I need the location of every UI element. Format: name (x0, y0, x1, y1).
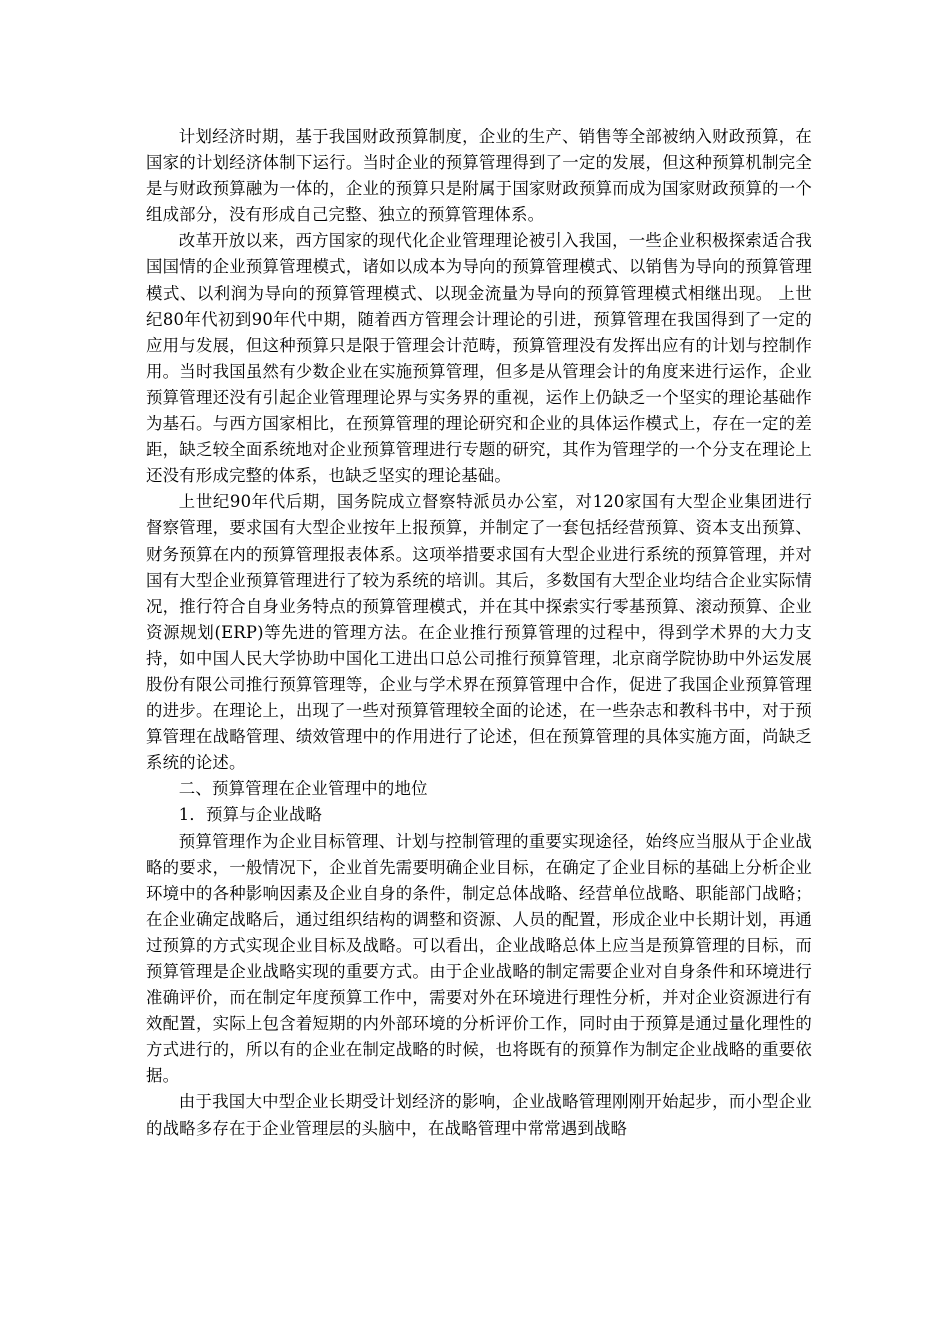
subsection-heading: 1．预算与企业战略 (178, 805, 323, 825)
paragraph-budget-strategy: 预算管理作为企业目标管理、计划与控制管理的重要实现途径，始终应当服从于企业战略的要求，一般情况下，企业首先需要明确企业目标，在确定了企业目标的基础上分析企业环境中的各种影响因素及企业自身的条件，制定总体战略、经营单位战略、职能部门战略；在企业确定战略后，通过组织结构的调整和资源、人员的配置，形成企业中长期计划，再通过预算的方式实现企业目标及战略。可以看出，企业战略总体上应当是预算管理的目标，而预算管理是企业战略实现的重要方式。由于企业战略的制定需要企业对自身条件和环境进行准确评价，而在制定年度预算工作中，需要对外在环境进行理性分析，并对企业资源进行有效配置，实际上包含着短期的内外部环境的分析评价工作，同时由于预算是通过量化理性的方式进行的，所以有的企业在制定战略的时候，也将既有的预算作为制定企业战略的重要依据。 (146, 831, 812, 1086)
paragraph-planned-economy: 计划经济时期，基于我国财政预算制度，企业的生产、销售等全部被纳入财政预算，在国家的计划经济体制下运行。当时企业的预算管理得到了一定的发展，但这种预算机制完全是与财政预算融为一体的，企业的预算只是附属于国家财政预算而成为国家财政预算的一个组成部分，没有形成自己完整、独立的预算管理体系。 (146, 127, 812, 225)
paragraph-large-enterprises: 由于我国大中型企业长期受计划经济的影响，企业战略管理刚刚开始起步，而小型企业的战略多存在于企业管理层的头脑中，在战略管理中常常遇到战略 (146, 1092, 812, 1138)
paragraph-reform-opening: 改革开放以来，西方国家的现代化企业管理理论被引入我国，一些企业积极探索适合我国国情的企业预算管理模式，诸如以成本为导向的预算管理模式、以销售为导向的预算管理模式、以利润为导向的预算管理模式、以现金流量为导向的预算管理模式相继出现。 上世纪80年代初到90年代中期，随着西方管理会计理论的引进，预算管理在我国得到了一定的应用与发展，但这种预算只是限于管理会计范畴，预算管理没有发挥出应有的计划与控制作用。当时我国虽然有少数企业在实施预算管理，但多是从管理会计的角度来进行运作，企业预算管理还没有引起企业管理理论界与实务界的重视，运作上仍缺乏一个坚实的理论基础作为基石。与西方国家相比，在预算管理的理论研究和企业的具体运作模式上，存在一定的差距，缺乏较全面系统地对企业预算管理进行专题的研究，其作为管理学的一个分支在理论上还没有形成完整的体系，也缺乏坚实的理论基础。 (146, 231, 812, 486)
section-heading: 二、预算管理在企业管理中的地位 (178, 779, 428, 799)
document-page (146, 124, 812, 1142)
paragraph-late-1990s: 上世纪90年代后期，国务院成立督察特派员办公室，对120家国有大型企业集团进行督察管理，要求国有大型企业按年上报预算，并制定了一套包括经营预算、资本支出预算、财务预算在内的预算管理报表体系。这项举措要求国有大型企业进行系统的预算管理，并对国有大型企业预算管理进行了较为系统的培训。其后，多数国有大型企业均结合企业实际情况，推行符合自身业务特点的预算管理模式，并在其中探索实行零基预算、滚动预算、企业资源规划(ERP)等先进的管理方法。在企业推行预算管理的过程中，得到学术界的大力支持，如中国人民大学协助中国化工进出口总公司推行预算管理，北京商学院协助中外运发展股份有限公司推行预算管理等，企业与学术界在预算管理中合作，促进了我国企业预算管理的进步。在理论上，出现了一些对预算管理较全面的论述，在一些杂志和教科书中，对于预算管理在战略管理、绩效管理中的作用进行了论述，但在预算管理的具体实施方面，尚缺乏系统的论述。 (146, 492, 812, 773)
